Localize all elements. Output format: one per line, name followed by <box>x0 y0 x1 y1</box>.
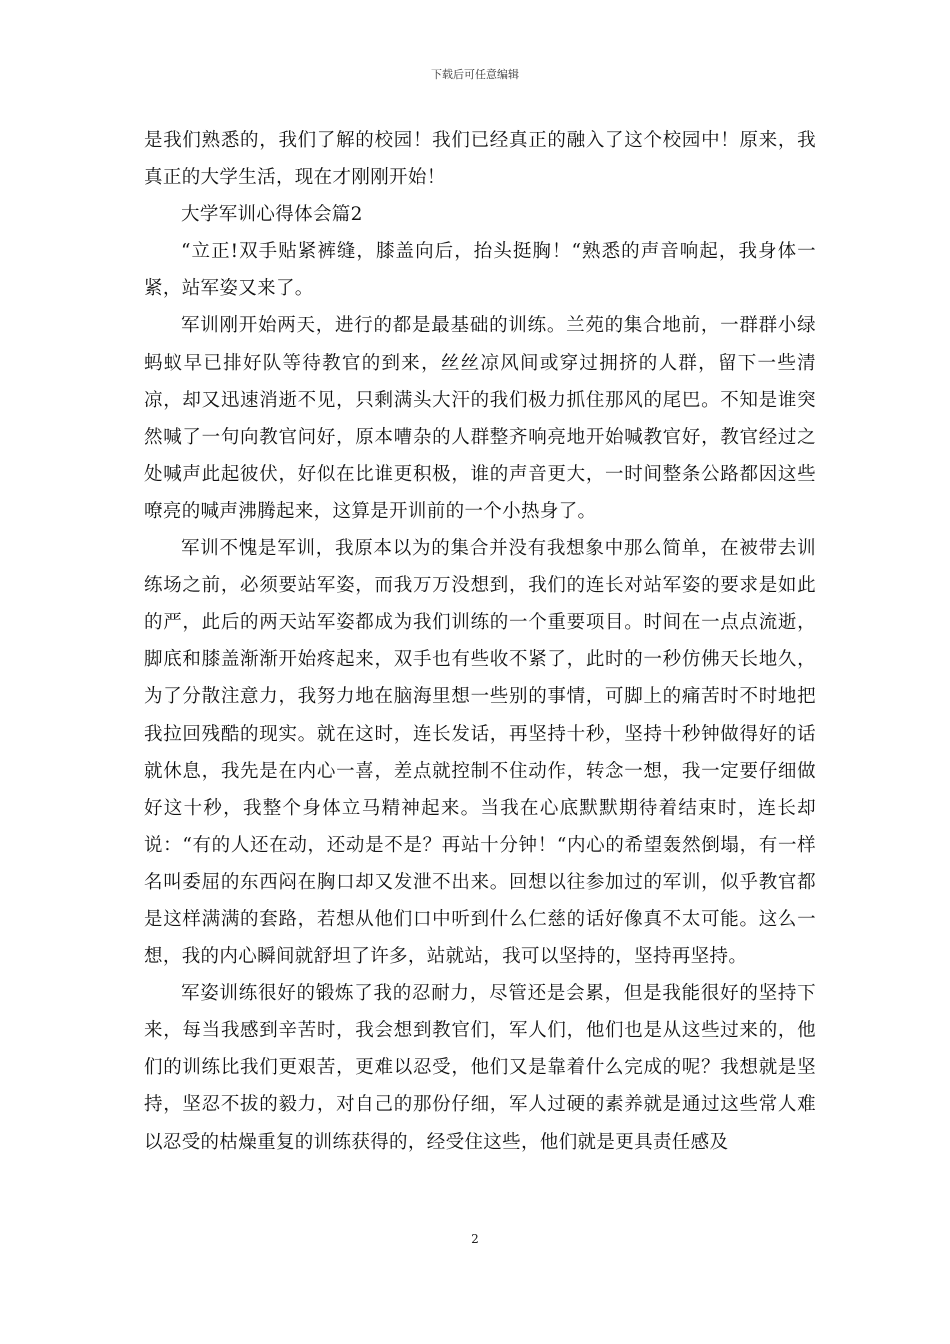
paragraph: 军训刚开始两天，进行的都是最基础的训练。兰苑的集合地前，一群群小绿蚂蚁早已排好队等待教官的到来，丝丝凉风间或穿过拥挤的人群，留下一些清凉，却又迅速消逝不见，只剩满头大汗的我们极力抓住那风的尾巴。不知是谁突然喊了一句向教官问好，原本嘈杂的人群整齐响亮地开始喊教官好，教官经过之处喊声此起彼伏，好似在比谁更积极，谁的声音更大，一时间整条公路都因这些嘹亮的喊声沸腾起来，这算是开训前的一个小热身了。 <box>144 315 816 522</box>
page-number: 2 <box>471 1232 479 1246</box>
paragraph: 军训不愧是军训，我原本以为的集合并没有我想象中那么简单，在被带去训练场之前，必须要站军姿，而我万万没想到，我们的连长对站军姿的要求是如此的严，此后的两天站军姿都成为我们训练的一个重要项目。时间在一点点流逝，脚底和膝盖渐渐开始疼起来，双手也有些收不紧了，此时的一秒仿佛天长地久，为了分散注意力，我努力地在脑海里想一些别的事情，可脚上的痛苦时不时地把我拉回残酷的现实。就在这时，连长发话，再坚持十秒，坚持十秒钟做得好的话就休息，我先是在内心一喜，差点就控制不住动作，转念一想，我一定要仔细做好这十秒，我整个身体立马精神起来。当我在心底默默期待着结束时，连长却说：“有的人还在动，还动是不是？再站十分钟！“内心的希望轰然倒塌，有一样名叫委屈的东西闷在胸口却又发泄不出来。回想以往参加过的军训，似乎教官都是这样满满的套路，若想从他们口中听到什么仁慈的话好像真不太可能。这么一想，我的内心瞬间就舒坦了许多，站就站，我可以坚持的，坚持再坚持。 <box>144 538 816 968</box>
section-heading: 大学军训心得体会篇2 <box>181 204 363 226</box>
paragraph: “立正!双手贴紧裤缝，膝盖向后，抬头挺胸！“熟悉的声音响起，我身体一紧，站军姿又来了。 <box>144 241 816 300</box>
paragraph-continuation: 是我们熟悉的，我们了解的校园！我们已经真正的融入了这个校园中！原来，我真正的大学生活，现在才刚刚开始！ <box>144 130 816 189</box>
document-body <box>144 122 816 1161</box>
page-header: 下载后可任意编辑 <box>431 68 519 81</box>
paragraph: 军姿训练很好的锻炼了我的忍耐力，尽管还是会累，但是我能很好的坚持下来，每当我感到辛苦时，我会想到教官们，军人们，他们也是从这些过来的，他们的训练比我们更艰苦，更难以忍受，他们又是靠着什么完成的呢？我想就是坚持，坚忍不拔的毅力，对自己的那份仔细，军人过硬的素养就是通过这些常人难以忍受的枯燥重复的训练获得的，经受住这些，他们就是更具责任感及 <box>144 983 816 1153</box>
